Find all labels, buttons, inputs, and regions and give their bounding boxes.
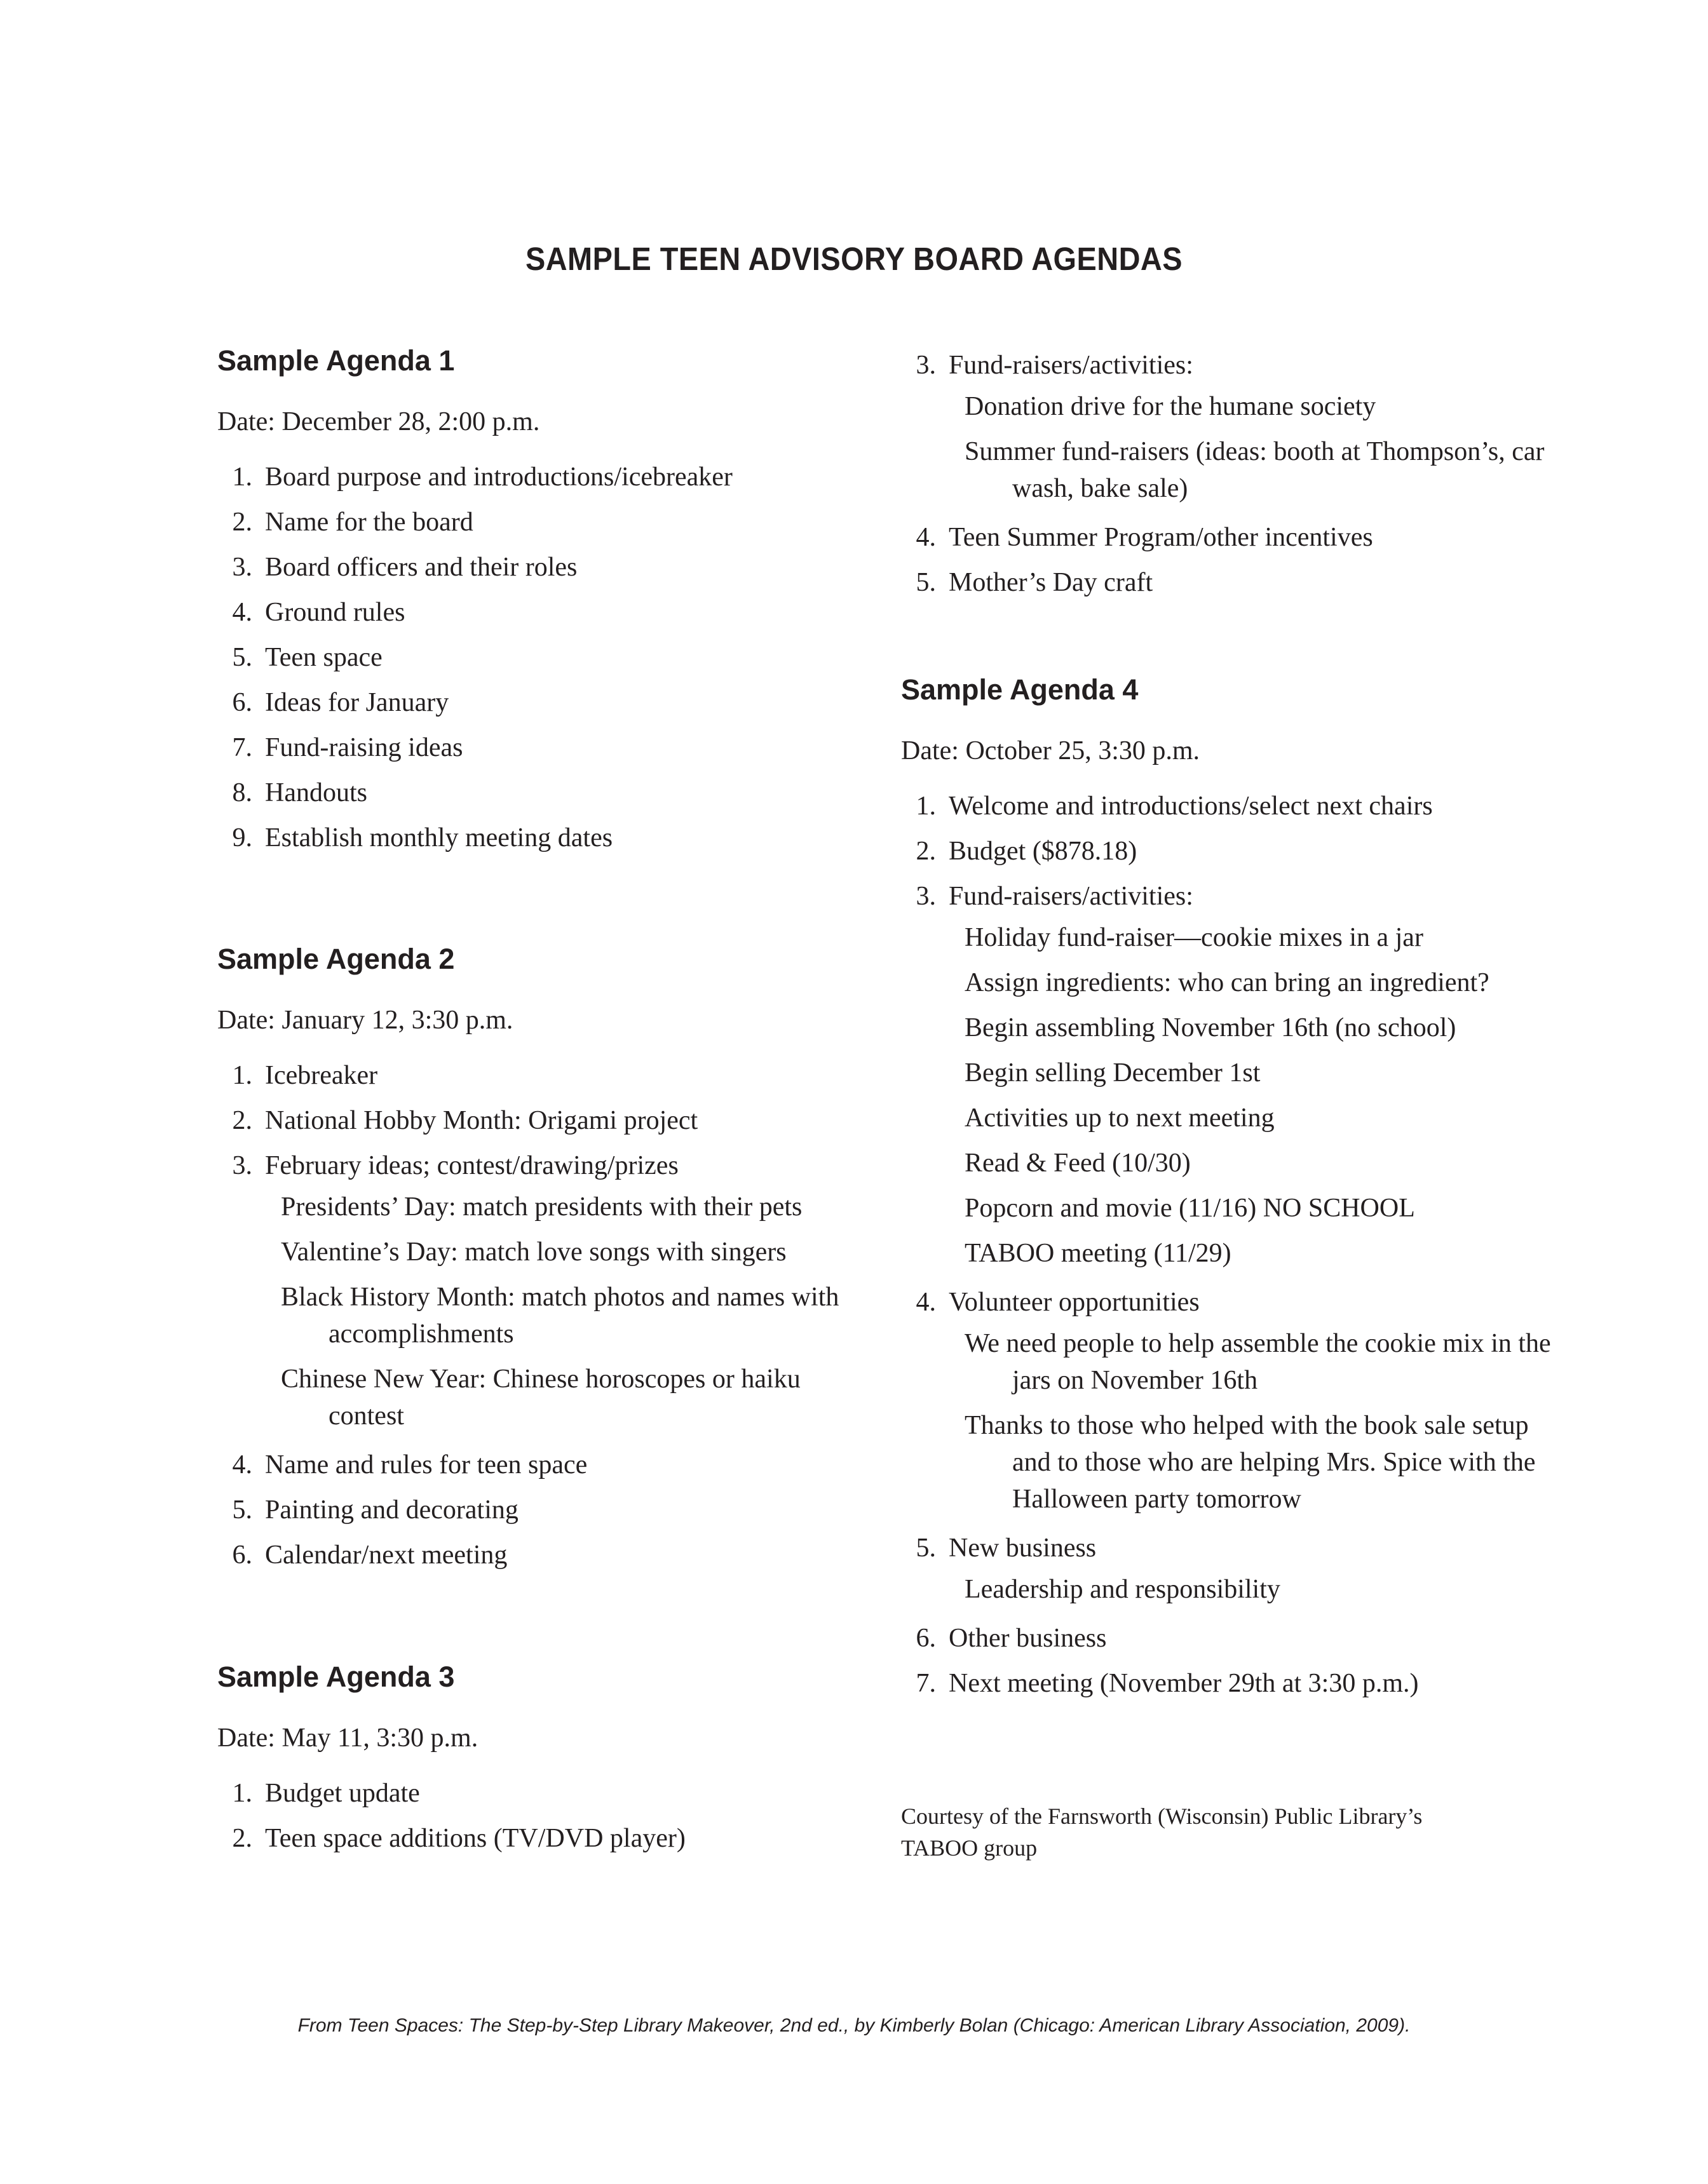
- list-item: 2. National Hobby Month: Origami project: [232, 1106, 698, 1135]
- agenda-heading: Sample Agenda 2: [217, 943, 455, 975]
- subitem-list: [901, 1571, 1562, 1608]
- subitem-list: [901, 1325, 1562, 1518]
- subitem-list: [901, 919, 1562, 1272]
- list-item: 6. Ideas for January: [232, 688, 449, 717]
- agenda-3-continued: [901, 343, 1562, 605]
- agenda-list: [901, 343, 1562, 388]
- subitem: TABOO meeting (11/29): [965, 1239, 1231, 1268]
- agenda-2: [217, 941, 853, 1578]
- subitem: Black History Month: match photos and names with accomplishments: [281, 1283, 839, 1349]
- list-item: 1. Welcome and introductions/select next chairs: [916, 792, 1433, 821]
- subitem: Holiday fund-raiser—cookie mixes in a jar: [965, 923, 1423, 952]
- footer-citation: From Teen Spaces: The Step-by-Step Library Makeover, 2nd ed., by Kimberly Bolan (Chicago: American Library Association, 2009).: [297, 2015, 1411, 2036]
- subitem: Begin selling December 1st: [965, 1058, 1261, 1088]
- agenda-date: Date: October 25, 3:30 p.m.: [901, 736, 1200, 765]
- list-item: 7. Fund-raising ideas: [232, 733, 463, 762]
- agenda-list: [901, 1526, 1562, 1571]
- subitem: Summer fund-raisers (ideas: booth at Thompson’s, car wash, bake sale): [965, 437, 1545, 503]
- subitem: Read & Feed (10/30): [965, 1149, 1191, 1178]
- list-item: 2. Budget ($878.18): [916, 837, 1137, 866]
- agenda-date: Date: May 11, 3:30 p.m.: [217, 1723, 478, 1753]
- list-item: 3. Board officers and their roles: [232, 553, 578, 582]
- list-item: 8. Handouts: [232, 778, 367, 807]
- list-item: 4. Teen Summer Program/other incentives: [916, 523, 1373, 552]
- agenda-1: [217, 343, 853, 861]
- subitem-list: [217, 1189, 853, 1434]
- subitem: Begin assembling November 16th (no school): [965, 1013, 1456, 1042]
- list-item: 1. Board purpose and introductions/icebreaker: [232, 462, 733, 492]
- list-item: 1. Budget update: [232, 1779, 420, 1808]
- agenda-list: [901, 1280, 1562, 1325]
- list-item: 2. Name for the board: [232, 508, 473, 537]
- subitem: Presidents’ Day: match presidents with their pets: [281, 1192, 803, 1222]
- agenda-list: [217, 1053, 853, 1189]
- list-item: 5. Mother’s Day craft: [916, 568, 1153, 597]
- subitem: Assign ingredients: who can bring an ingredient?: [965, 968, 1489, 997]
- subitem: Valentine’s Day: match love songs with singers: [281, 1237, 787, 1267]
- agenda-list: [217, 1443, 853, 1578]
- list-item: 6. Calendar/next meeting: [232, 1540, 508, 1570]
- subitem: We need people to help assemble the cookie mix in the jars on November 16th: [965, 1329, 1551, 1395]
- page-title: SAMPLE TEEN ADVISORY BOARD AGENDAS: [525, 241, 1183, 277]
- list-item: 4. Ground rules: [232, 598, 405, 627]
- subitem: Activities up to next meeting: [965, 1103, 1275, 1133]
- list-item: 7. Next meeting (November 29th at 3:30 p.m.): [916, 1669, 1419, 1698]
- list-item: 3. Fund-raisers/activities:: [916, 882, 1193, 911]
- agenda-heading: Sample Agenda 4: [901, 673, 1139, 706]
- agenda-list: [901, 1616, 1562, 1706]
- subitem: Leadership and responsibility: [965, 1575, 1280, 1604]
- agenda-list: [217, 1771, 853, 1861]
- agenda-list: [217, 455, 853, 861]
- list-item: 5. New business: [916, 1534, 1097, 1563]
- courtesy-note: [901, 1800, 1536, 1864]
- subitem: Thanks to those who helped with the book sale setup and to those who are helping Mrs. Spice with the Halloween party tomorrow: [965, 1411, 1536, 1514]
- list-item: 9. Establish monthly meeting dates: [232, 823, 613, 853]
- subitem: Popcorn and movie (11/16) NO SCHOOL: [965, 1194, 1415, 1223]
- agenda-date: Date: January 12, 3:30 p.m.: [217, 1006, 513, 1035]
- courtesy-line: Courtesy of the Farnsworth (Wisconsin) Public Library’s: [901, 1803, 1423, 1829]
- agenda-3: [217, 1659, 853, 1861]
- list-item: 2. Teen space additions (TV/DVD player): [232, 1824, 686, 1853]
- agenda-heading: Sample Agenda 3: [217, 1661, 455, 1693]
- courtesy-line: TABOO group: [901, 1835, 1038, 1861]
- agenda-heading: Sample Agenda 1: [217, 344, 455, 377]
- list-item: 5. Painting and decorating: [232, 1495, 518, 1525]
- list-item: 3. February ideas; contest/drawing/prizes: [232, 1151, 679, 1180]
- list-item: 4. Name and rules for teen space: [232, 1450, 588, 1480]
- list-item: 6. Other business: [916, 1624, 1107, 1653]
- subitem: Chinese New Year: Chinese horoscopes or haiku contest: [281, 1365, 801, 1431]
- list-item: 4. Volunteer opportunities: [916, 1288, 1200, 1317]
- agenda-date: Date: December 28, 2:00 p.m.: [217, 407, 540, 436]
- list-item: 5. Teen space: [232, 643, 383, 672]
- subitem: Donation drive for the humane society: [965, 392, 1376, 421]
- agenda-list: [901, 784, 1562, 919]
- agenda-4: [901, 672, 1562, 1706]
- subitem-list: [901, 388, 1562, 507]
- list-item: 3. Fund-raisers/activities:: [916, 351, 1193, 380]
- list-item: 1. Icebreaker: [232, 1061, 378, 1090]
- agenda-list: [901, 515, 1562, 605]
